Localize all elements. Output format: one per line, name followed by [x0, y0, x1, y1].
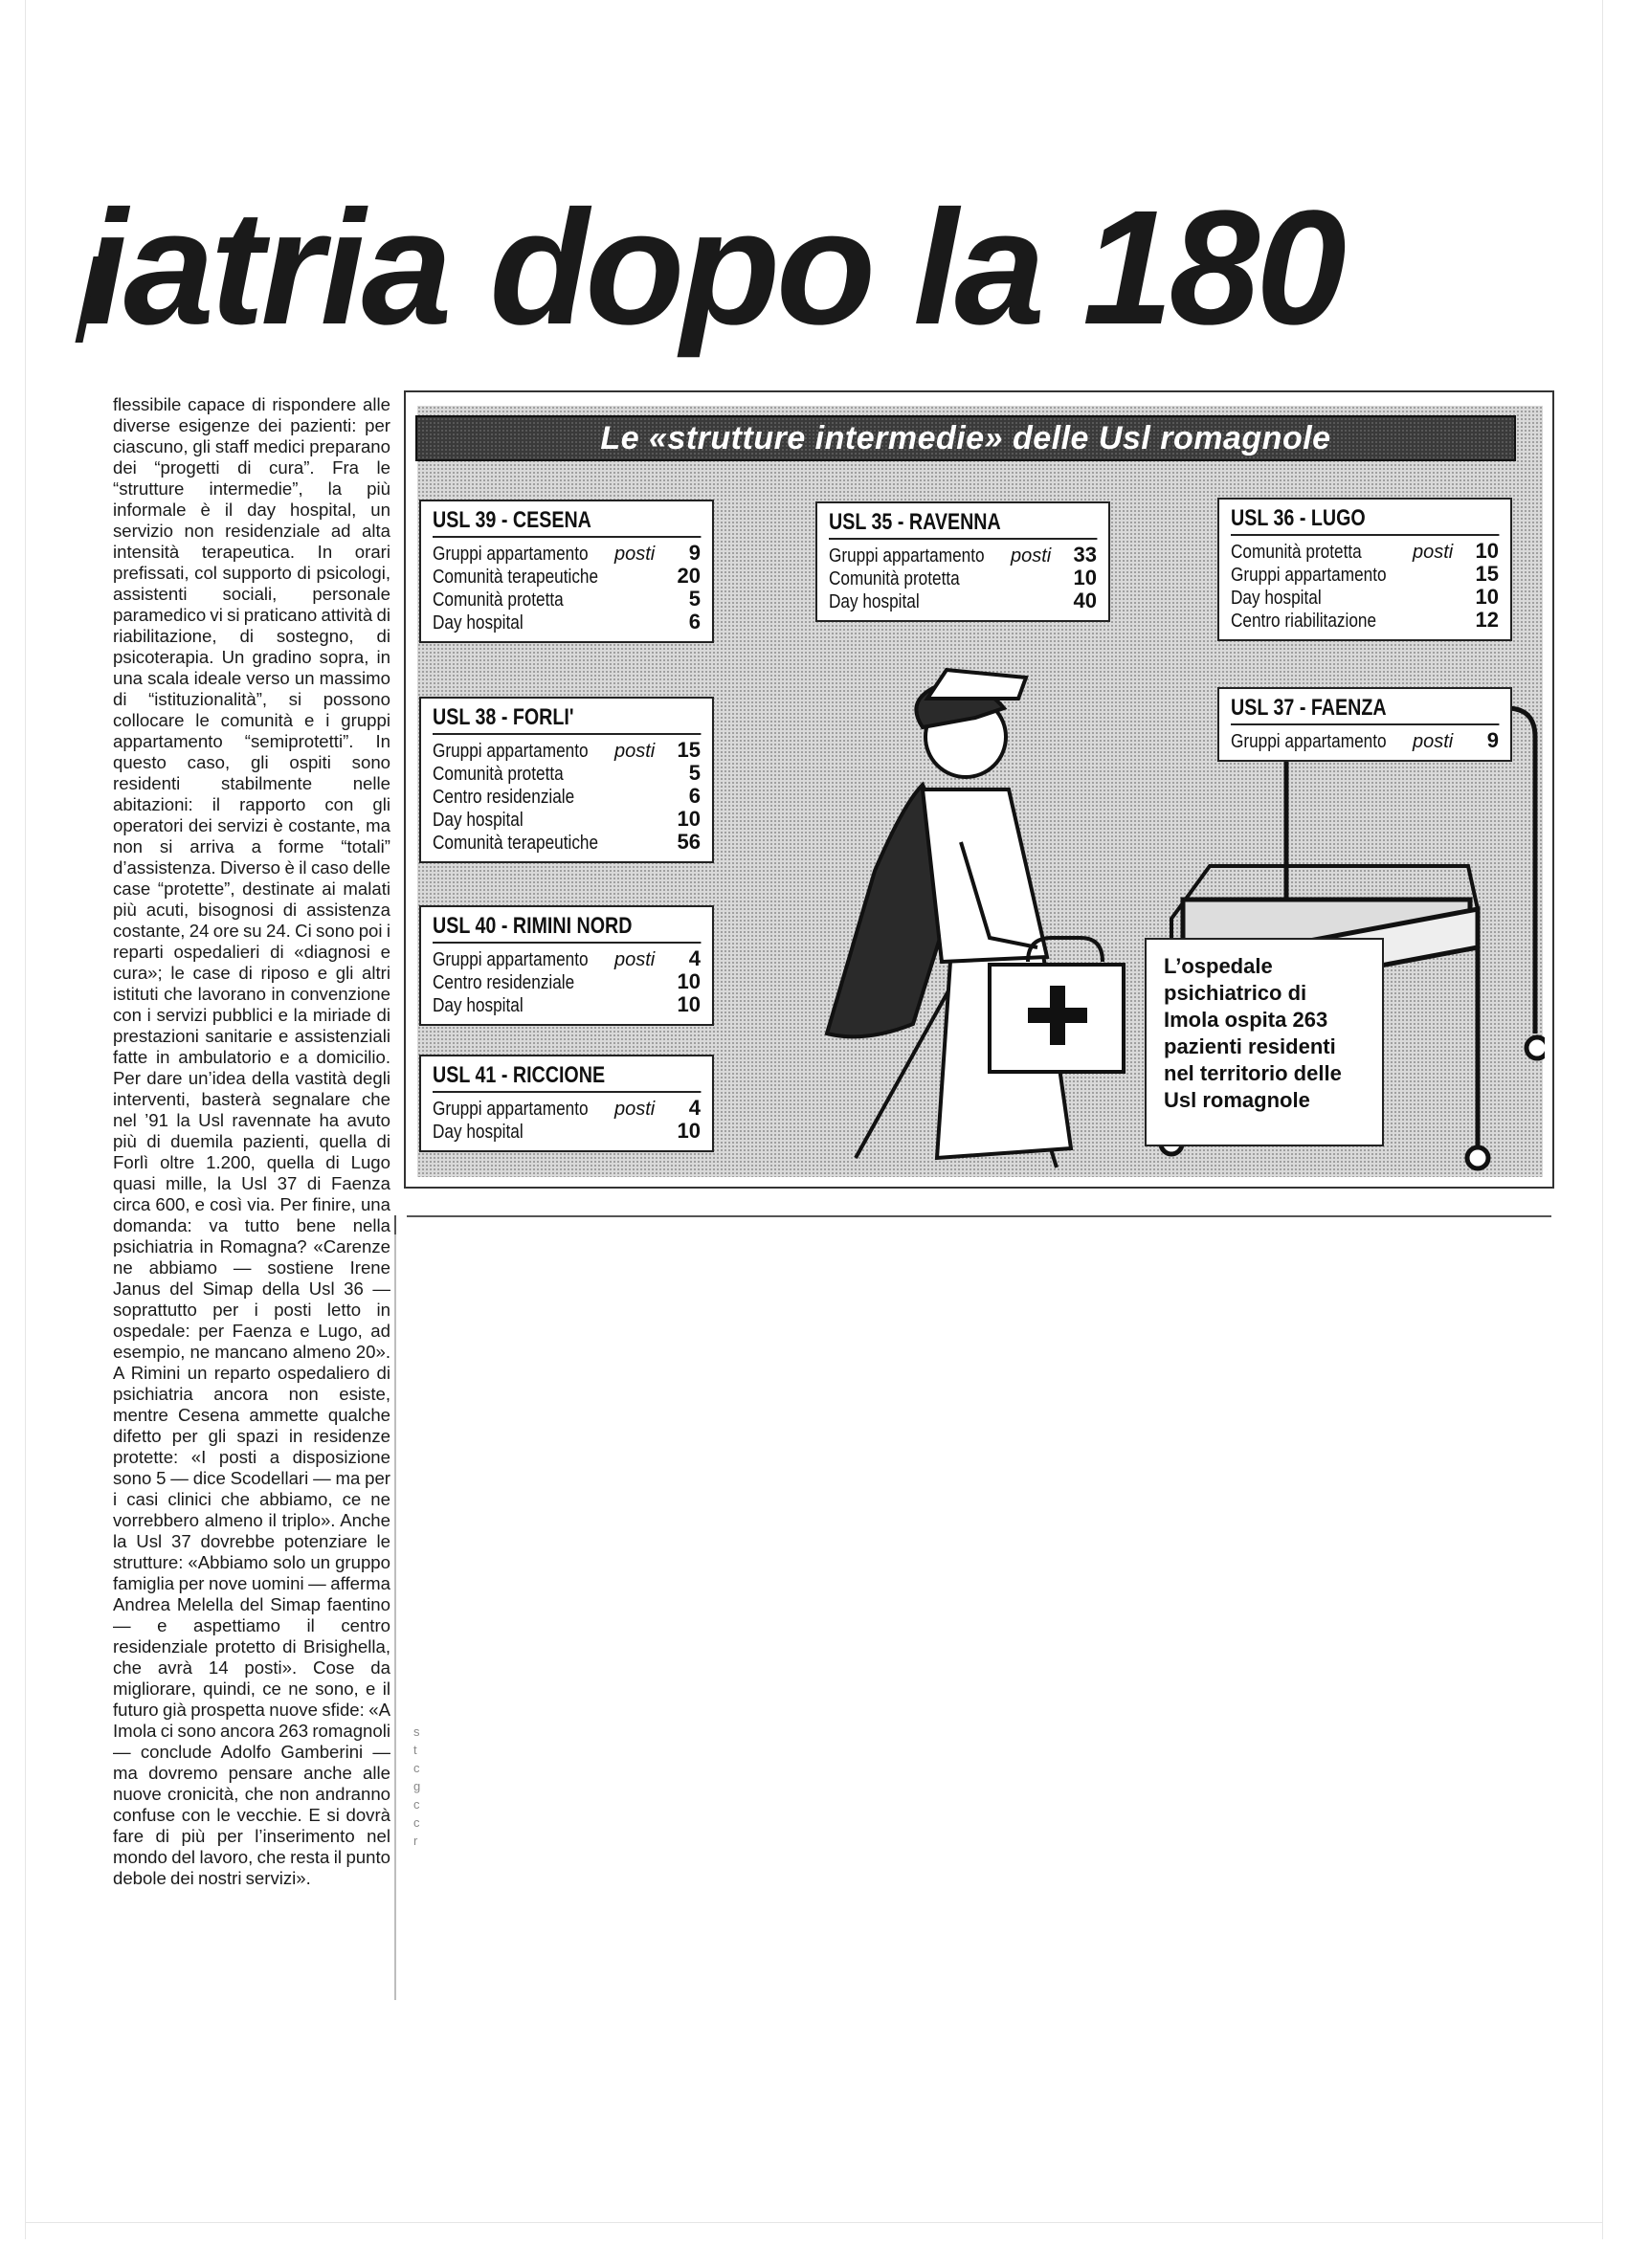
- row-label: Day hospital: [433, 810, 524, 831]
- row-value: 10: [677, 969, 701, 993]
- row-value: 5: [688, 761, 701, 785]
- row-posti-label: posti: [614, 544, 656, 565]
- row-value: 9: [1486, 728, 1499, 752]
- bottom-rule: [407, 1215, 1551, 1217]
- usl-row: [1231, 563, 1499, 586]
- usl-box-forli: [419, 697, 714, 863]
- usl-rows: [433, 739, 701, 854]
- margin-letter: t: [413, 1743, 417, 1757]
- row-value: 40: [1073, 589, 1097, 612]
- usl-name: USL 38 - FORLI': [433, 704, 701, 735]
- usl-row: [1231, 609, 1499, 632]
- row-value: 9: [688, 541, 701, 565]
- row-label: Centro residenziale: [433, 787, 575, 808]
- usl-row: [433, 808, 701, 831]
- usl-row: [433, 1097, 701, 1120]
- usl-box-faenza: [1217, 687, 1512, 762]
- usl-row: [829, 567, 1097, 589]
- usl-name: USL 40 - RIMINI NORD: [433, 913, 701, 944]
- column-rule: [394, 1234, 396, 2000]
- usl-row: [1231, 540, 1499, 563]
- row-label: Gruppi appartamento: [829, 545, 985, 567]
- usl-row: [433, 947, 701, 970]
- nurse-figure: [827, 670, 1071, 1167]
- usl-row: [1231, 586, 1499, 609]
- margin-letter: r: [413, 1834, 418, 1848]
- usl-row: [433, 785, 701, 808]
- row-value: 15: [1475, 562, 1499, 586]
- margin-letter: c: [413, 1815, 420, 1830]
- usl-row: [433, 542, 701, 565]
- row-label: Comunità protetta: [829, 568, 960, 589]
- usl-row: [433, 831, 701, 854]
- usl-rows: [433, 1097, 701, 1143]
- row-value: 6: [688, 610, 701, 634]
- usl-row: [433, 611, 701, 634]
- row-posti-label: posti: [614, 1099, 656, 1120]
- row-value: 20: [677, 564, 701, 588]
- usl-rows: [1231, 729, 1499, 752]
- usl-name: USL 36 - LUGO: [1231, 505, 1499, 536]
- row-value: 10: [1475, 539, 1499, 563]
- row-value: 4: [688, 1096, 701, 1120]
- row-label: Gruppi appartamento: [433, 949, 589, 970]
- usl-name: USL 35 - RAVENNA: [829, 509, 1097, 540]
- margin-letter: c: [413, 1761, 420, 1775]
- row-label: Day hospital: [433, 1122, 524, 1143]
- usl-name: USL 39 - CESENA: [433, 507, 701, 538]
- usl-rows: [829, 544, 1097, 612]
- usl-row: [433, 588, 701, 611]
- row-posti-label: posti: [614, 741, 656, 762]
- row-value: 12: [1475, 608, 1499, 632]
- usl-box-rimini-nord: [419, 905, 714, 1026]
- margin-letters: [413, 1723, 423, 1850]
- usl-rows: [1231, 540, 1499, 632]
- row-value: 10: [1475, 585, 1499, 609]
- scan-edge-bottom: [25, 2222, 1602, 2223]
- infographic: [404, 390, 1554, 1189]
- usl-row: [829, 589, 1097, 612]
- article-column: flessibile capace di rispondere alle diverse esigenze dei pazienti: per ciascuno, gli staff medici preparano dei “progetti di cura”. Fra le “strutture intermedie”, la più informale è il day hospital, un servizio non residenziale ad alta intensità terapeutica. In orari prefissati, col supporto di psicologi, assistenti sociali, personale paramedico vi si praticano attività di riabilitazione, di sostegno, di psicoterapia. Un gradino sopra, in una scala ideale verso un massimo di “istituzionalità”, si possono collocare le comunità e i gruppi appartamento “semiprotetti”. In questo caso, gli ospiti sono residenti stabilmente nelle abitazioni: il rapporto con gli operatori dei servizi è costante, ma non si arriva a forme “totali” d’assistenza. Diverso è il caso delle case “protette”, destinate ai malati più acuti, bisognosi di assistenza costante, 24 ore su 24. Ci sono poi i reparti ospedalieri di «diagnosi e cura»; le case di riposo e gli altri istituti che lavorano in convenzione con i servizi pubblici e la miriade di prestazioni sanitarie e assistenziali fatte in ambulatorio e a domicilio. Per dare un’idea della vastità degli interventi, basterà segnalare che nel ’91 la Usl ravennate ha avuto più di duemila pazienti, quella di Forlì oltre 1.200, quella di Lugo quasi mille, la Usl 37 di Faenza circa 600, e così via. Per finire, una domanda: va tutto bene nella psichiatria in Romagna? «Carenze ne abbiamo — sostiene Irene Janus del Simap della Usl 36 — soprattutto per i posti letto in ospedale: per Faenza e Lugo, ad esempio, ne mancano almeno 20». A Rimini un reparto ospedaliero di psichiatria ancora non esiste, mentre Cesena ammette qualche difetto per gli spazi in residenze protette: «I posti a disposizione sono 5 — dice Scodellari — ma per i casi clinici che abbiamo, ce ne vorrebbero almeno il triplo». Anche la Usl 37 dovrebbe potenziare le strutture: «Abbiamo solo un gruppo famiglia per nove uomini — afferma Andrea Melella del Simap faentino — e aspettiamo il centro residenziale protetto di Brisighella, che avrà 14 posti». Cose da migliorare, quindi, ce ne sono, e il futuro già prospetta nuove sfide: «A Imola ci sono ancora 263 romagnoli — conclude Adolfo Gamberini — ma dovremo pensare anche alle nuove cronicità, che non andranno confuse con le vecchie. E si dovrà fare di più per l’inserimento nel mondo del lavoro, che resta il punto debole dei nostri servizi».: [113, 394, 390, 1888]
- usl-name: USL 41 - RICCIONE: [433, 1062, 701, 1093]
- usl-row: [433, 1120, 701, 1143]
- row-label: Centro riabilitazione: [1231, 611, 1377, 632]
- usl-rows: [433, 542, 701, 634]
- scan-edge-right: [1602, 0, 1603, 2239]
- row-value: 4: [688, 946, 701, 970]
- row-label: Comunità terapeutiche: [433, 567, 599, 588]
- margin-letter: c: [413, 1797, 420, 1812]
- row-value: 10: [677, 807, 701, 831]
- usl-row: [433, 739, 701, 762]
- row-label: Day hospital: [829, 591, 920, 612]
- row-value: 10: [677, 992, 701, 1016]
- row-label: Centro residenziale: [433, 972, 575, 993]
- row-posti-label: posti: [1011, 545, 1052, 567]
- infographic-caption: L’ospedale psichiatrico di Imola ospita 263 pazienti residenti nel territorio delle Usl romagnole: [1145, 938, 1384, 1146]
- row-label: Gruppi appartamento: [433, 1099, 589, 1120]
- headline: iatria dopo la 180: [82, 177, 1343, 359]
- row-value: 10: [1073, 566, 1097, 589]
- usl-row: [433, 565, 701, 588]
- infographic-title-bar: [415, 415, 1516, 461]
- row-posti-label: posti: [1413, 542, 1454, 563]
- row-label: Day hospital: [433, 612, 524, 634]
- usl-row: [433, 993, 701, 1016]
- usl-box-lugo: [1217, 498, 1512, 641]
- row-label: Day hospital: [1231, 588, 1322, 609]
- usl-name: USL 37 - FAENZA: [1231, 695, 1499, 725]
- row-value: 33: [1073, 543, 1097, 567]
- usl-row: [829, 544, 1097, 567]
- usl-box-ravenna: [815, 501, 1110, 622]
- row-posti-label: posti: [1413, 731, 1454, 752]
- row-label: Comunità protetta: [433, 764, 564, 785]
- row-label: Comunità protetta: [433, 589, 564, 611]
- margin-letter: s: [413, 1724, 420, 1739]
- row-value: 15: [677, 738, 701, 762]
- scan-edge-left: [25, 0, 26, 2239]
- row-label: Comunità terapeutiche: [433, 833, 599, 854]
- row-label: Comunità protetta: [1231, 542, 1362, 563]
- row-posti-label: posti: [614, 949, 656, 970]
- usl-row: [433, 970, 701, 993]
- row-label: Gruppi appartamento: [433, 741, 589, 762]
- row-label: Gruppi appartamento: [1231, 565, 1387, 586]
- row-value: 10: [677, 1119, 701, 1143]
- row-label: Gruppi appartamento: [433, 544, 589, 565]
- infographic-title: Le «strutture intermedie» delle Usl romagnole: [600, 420, 1331, 456]
- usl-box-riccione: [419, 1055, 714, 1152]
- usl-row: [433, 762, 701, 785]
- row-value: 5: [688, 587, 701, 611]
- row-value: 6: [688, 784, 701, 808]
- usl-row: [1231, 729, 1499, 752]
- row-label: Gruppi appartamento: [1231, 731, 1387, 752]
- row-value: 56: [677, 830, 701, 854]
- row-label: Day hospital: [433, 995, 524, 1016]
- usl-rows: [433, 947, 701, 1016]
- usl-box-cesena: [419, 500, 714, 643]
- margin-letter: g: [413, 1779, 421, 1793]
